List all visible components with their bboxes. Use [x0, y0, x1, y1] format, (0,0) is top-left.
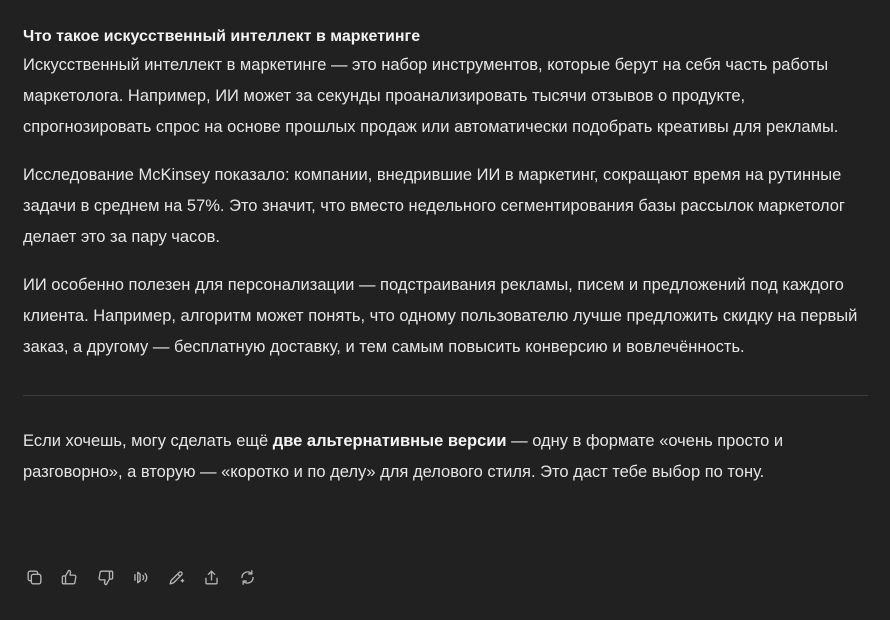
message-actions-bar: [23, 566, 272, 588]
good-response-button[interactable]: [59, 566, 81, 588]
message-heading: Что такое искусственный интеллект в маркетинге: [23, 28, 421, 45]
followup-text-before: Если хочешь, могу сделать ещё: [23, 432, 273, 450]
thumbs-up-icon: [60, 568, 79, 587]
copy-button[interactable]: [23, 566, 45, 588]
followup-text-bold: две альтернативные версии: [272, 432, 507, 450]
copy-icon: [25, 568, 44, 587]
pencil-sparkle-icon: [167, 568, 186, 587]
message-paragraph-3: ИИ особенно полезен для персонализации — подстраивания рекламы, писем и предложений под каждого клиента. Например, алгоритм может понять, что одному пользователю лучше предложить скидку на первый заказ, а другому — бесплатную доставку, и тем самым повысить конверсию и вовлечённость.: [23, 276, 858, 356]
thumbs-down-icon: [96, 568, 115, 587]
horizontal-divider: [23, 395, 868, 396]
share-button[interactable]: [201, 566, 223, 588]
read-aloud-button[interactable]: [130, 566, 152, 588]
message-paragraph-1: Искусственный интеллект в маркетинге — это набор инструментов, которые берут на себя часть работы маркетолога. Например, ИИ может за секунды проанализировать тысячи отзывов о продукте, спрогнозировать спрос на основе прошлых продаж или автоматически подобрать креативы для рекламы.: [23, 56, 839, 136]
share-icon: [202, 568, 221, 587]
followup-paragraph: [23, 426, 868, 488]
assistant-message: [23, 26, 868, 488]
bad-response-button[interactable]: [94, 566, 116, 588]
refresh-icon: [238, 568, 257, 587]
regenerate-button[interactable]: [236, 566, 258, 588]
speaker-icon: [131, 568, 150, 587]
followup-text-after: — одну в формате «очень просто и разговорно», а вторую — «коротко и по делу» для делового стиля. Это даст тебе выбор по тону.: [23, 432, 784, 481]
message-paragraph-2: Исследование McKinsey показало: компании, внедрившие ИИ в маркетинг, сокращают время на рутинные задачи в среднем на 57%. Это значит, что вместо недельного сегментирования базы рассылок маркетолог делает это за пару часов.: [23, 166, 845, 246]
edit-in-canvas-button[interactable]: [165, 566, 187, 588]
